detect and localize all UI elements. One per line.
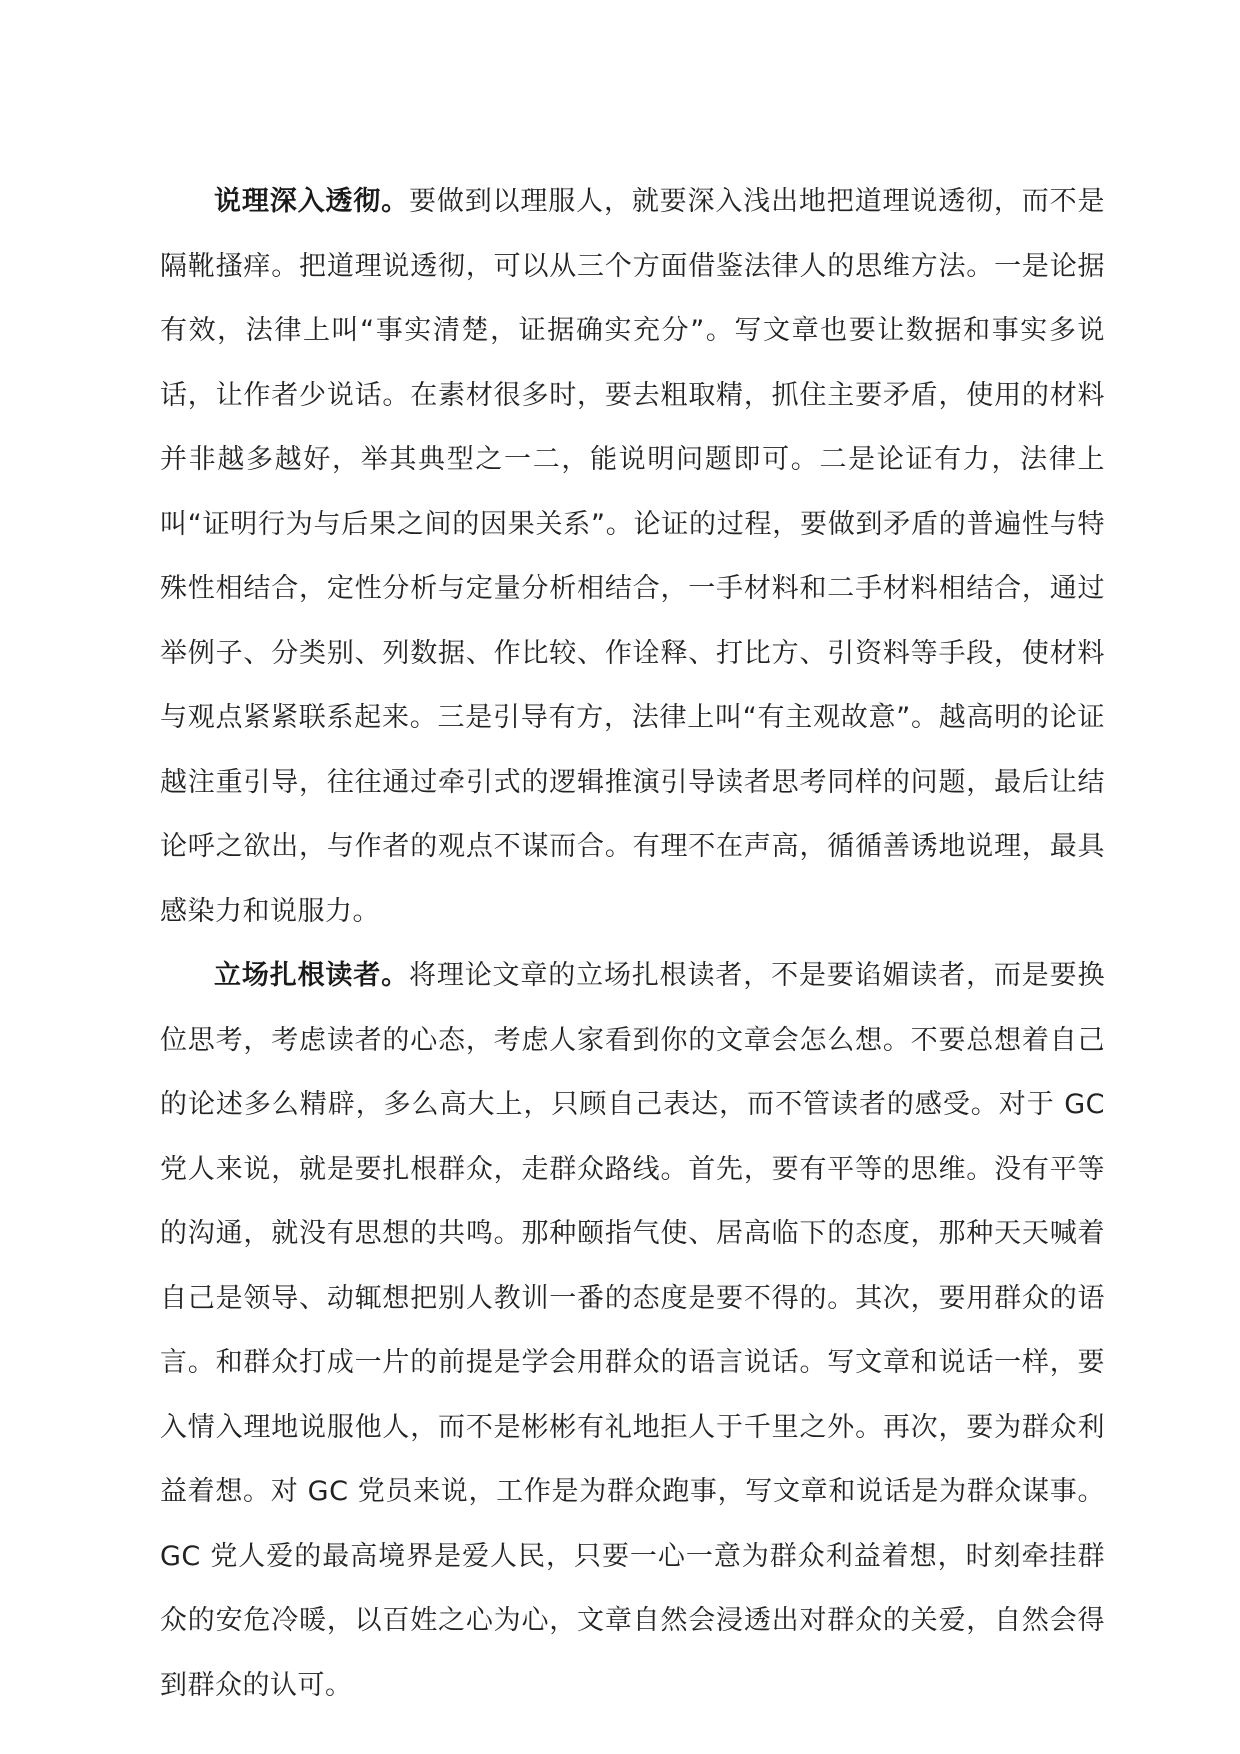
paragraph-body: 将理论文章的立场扎根读者，不是要谄媚读者，而是要换位思考，考虑读者的心态，考虑人家看到你的文章会怎么想。不要总想着自己的论述多么精辟，多么高大上，只顾自己表达，而不管读者的感受。对于 GC 党人来说，就是要扎根群众，走群众路线。首先，要有平等的思维。没有平等的沟通，就没有思想的共鸣。那种颐指气使、居高临下的态度，那种天天喊着自己是领导、动辄想把别人教训一番的态度是要不得的。其次，要用群众的语言。和群众打成一片的前提是学会用群众的语言说话。写文章和说话一样，要入情入理地说服他人，而不是彬彬有礼地拒人于千里之外。再次，要为群众利益着想。对 GC 党员来说，工作是为群众跑事，写文章和说话是为群众谋事。GC 党人爱的最高境界是爱人民，只要一心一意为群众利益着想，时刻牵挂群众的安危冷暖，以百姓之心为心，文章自然会浸透出对群众的关爱，自然会得到群众的认可。 [160,960,1105,1701]
paragraph-reasoning [160,170,1105,944]
paragraph-heading: 说理深入透彻。 [214,186,409,217]
paragraph-body: 要做到以理服人，就要深入浅出地把道理说透彻，而不是隔靴搔痒。把道理说透彻，可以从三个方面借鉴法律人的思维方法。一是论据有效，法律上叫“事实清楚，证据确实充分”。写文章也要让数据和事实多说话，让作者少说话。在素材很多时，要去粗取精，抓住主要矛盾，使用的材料并非越多越好，举其典型之一二，能说明问题即可。二是论证有力，法律上叫“证明行为与后果之间的因果关系”。论证的过程，要做到矛盾的普遍性与特殊性相结合，定性分析与定量分析相结合，一手材料和二手材料相结合，通过举例子、分类别、列数据、作比较、作诠释、打比方、引资料等手段，使材料与观点紧紧联系起来。三是引导有方，法律上叫“有主观故意”。越高明的论证越注重引导，往往通过牵引式的逻辑推演引导读者思考同样的问题，最后让结论呼之欲出，与作者的观点不谋而合。有理不在声高，循循善诱地说理，最具感染力和说服力。 [160,186,1105,927]
paragraph-standpoint [160,944,1105,1718]
document-page [160,170,1105,1718]
paragraph-heading: 立场扎根读者。 [214,960,409,991]
